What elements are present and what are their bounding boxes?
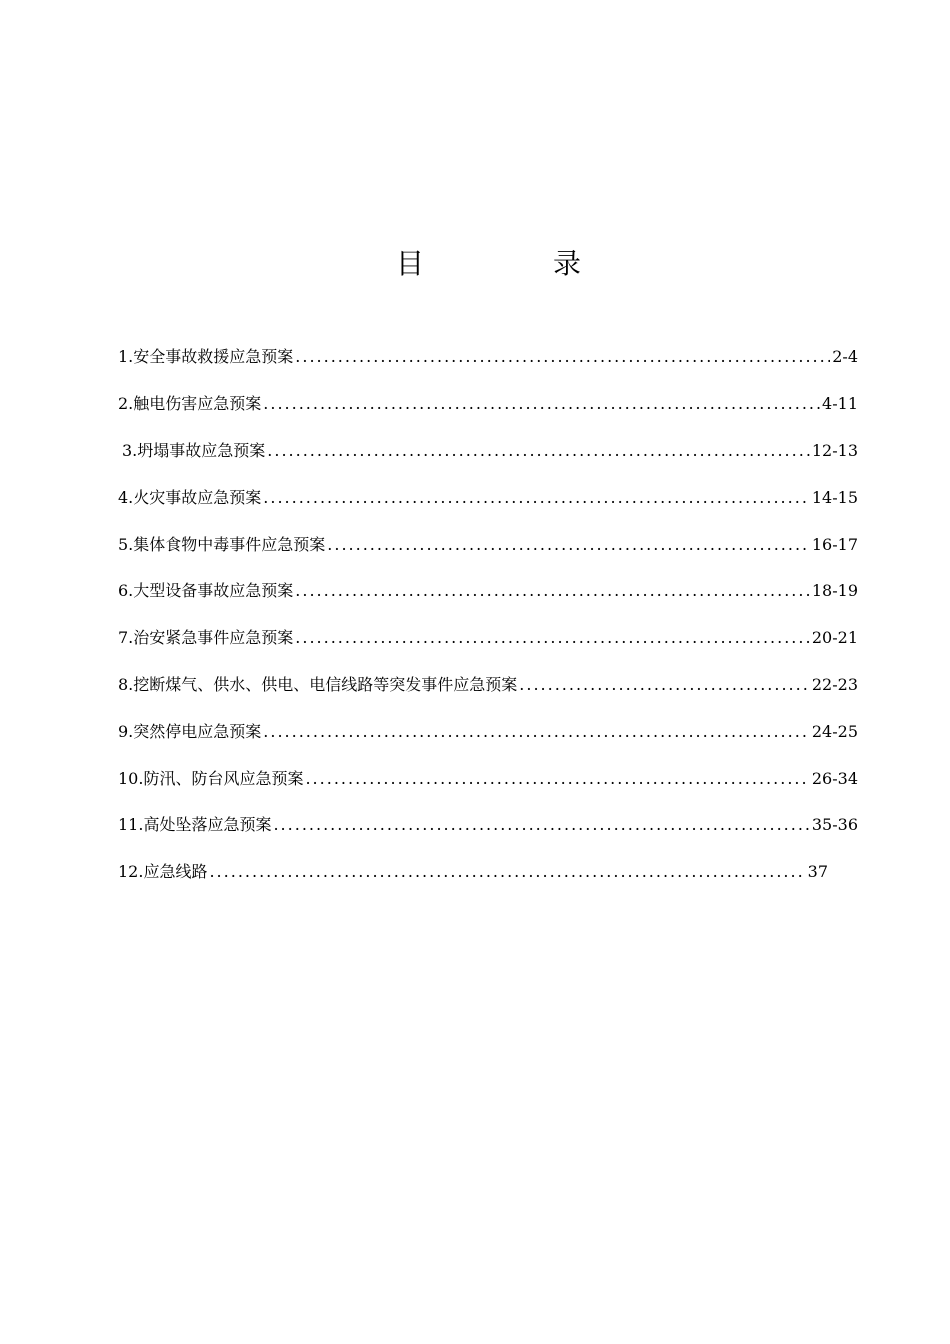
toc-item	[118, 802, 858, 849]
toc-item-number: 5.	[118, 534, 134, 554]
toc-item-page: 20-21	[811, 628, 858, 648]
toc-item-page: 2-4	[832, 347, 858, 367]
toc-leader-dots	[295, 580, 810, 602]
toc-item-title: 触电伤害应急预案	[133, 394, 262, 414]
toc-item	[118, 381, 858, 428]
toc-item-page: 26-34	[811, 768, 858, 788]
toc-item-number: 12.	[118, 862, 144, 882]
toc-item-page: 35-36	[811, 815, 858, 835]
toc-leader-dots	[519, 674, 810, 696]
toc-item	[118, 849, 828, 896]
toc-item-number: 7.	[118, 628, 134, 648]
toc-leader-dots	[263, 721, 810, 743]
toc-item	[118, 708, 858, 755]
toc-item	[118, 428, 858, 475]
toc-item-title: 防汛、防台风应急预案	[143, 768, 304, 788]
toc-item-title: 集体食物中毒事件应急预案	[133, 534, 326, 554]
toc-item-title: 坍塌事故应急预案	[137, 440, 266, 460]
toc-item-title: 突然停电应急预案	[133, 721, 262, 741]
toc-item-page: 16-17	[811, 534, 858, 554]
toc-leader-dots	[209, 861, 805, 883]
toc-leader-dots	[273, 814, 809, 836]
toc-item-title: 大型设备事故应急预案	[133, 581, 294, 601]
toc-item-title: 高处坠落应急预案	[143, 815, 272, 835]
toc-item-number: 1.	[118, 347, 134, 367]
toc-item-number: 8.	[118, 674, 134, 694]
toc-item-page: 4-11	[822, 394, 858, 414]
toc-leader-dots	[305, 768, 809, 790]
toc-item-number: 3.	[122, 440, 138, 460]
toc-item-title: 安全事故救援应急预案	[133, 347, 294, 367]
toc-item-page: 37	[807, 862, 828, 882]
toc-item	[118, 568, 858, 615]
toc-item-number: 9.	[118, 721, 134, 741]
toc-item	[118, 662, 858, 709]
toc-leader-dots	[295, 627, 810, 649]
toc-leader-dots	[295, 346, 830, 368]
toc-item-title: 治安紧急事件应急预案	[133, 628, 294, 648]
toc-item-page: 12-13	[811, 440, 858, 460]
toc-item-title: 挖断煤气、供水、供电、电信线路等突发事件应急预案	[133, 674, 518, 694]
toc-item	[118, 474, 858, 521]
toc-item	[118, 521, 858, 568]
page-title	[0, 244, 950, 284]
toc-item	[118, 334, 858, 381]
toc-item-title: 火灾事故应急预案	[133, 487, 262, 507]
toc-item-title: 应急线路	[143, 862, 208, 882]
toc-leader-dots	[267, 440, 810, 462]
toc-item-number: 10.	[118, 768, 144, 788]
toc-leader-dots	[263, 487, 810, 509]
toc-item-page: 24-25	[811, 721, 858, 741]
toc-item-number: 2.	[118, 394, 134, 414]
title-char-2: 录	[553, 247, 582, 280]
toc-item-page: 14-15	[811, 487, 858, 507]
toc-item-number: 4.	[118, 487, 134, 507]
table-of-contents	[118, 334, 858, 896]
toc-leader-dots	[327, 534, 810, 556]
toc-leader-dots	[263, 393, 820, 415]
title-char-1: 目	[396, 247, 425, 280]
toc-item-page: 18-19	[811, 581, 858, 601]
toc-item	[118, 755, 858, 802]
toc-item-number: 6.	[118, 581, 134, 601]
toc-item	[118, 615, 858, 662]
toc-item-number: 11.	[118, 815, 144, 835]
toc-item-page: 22-23	[811, 674, 858, 694]
